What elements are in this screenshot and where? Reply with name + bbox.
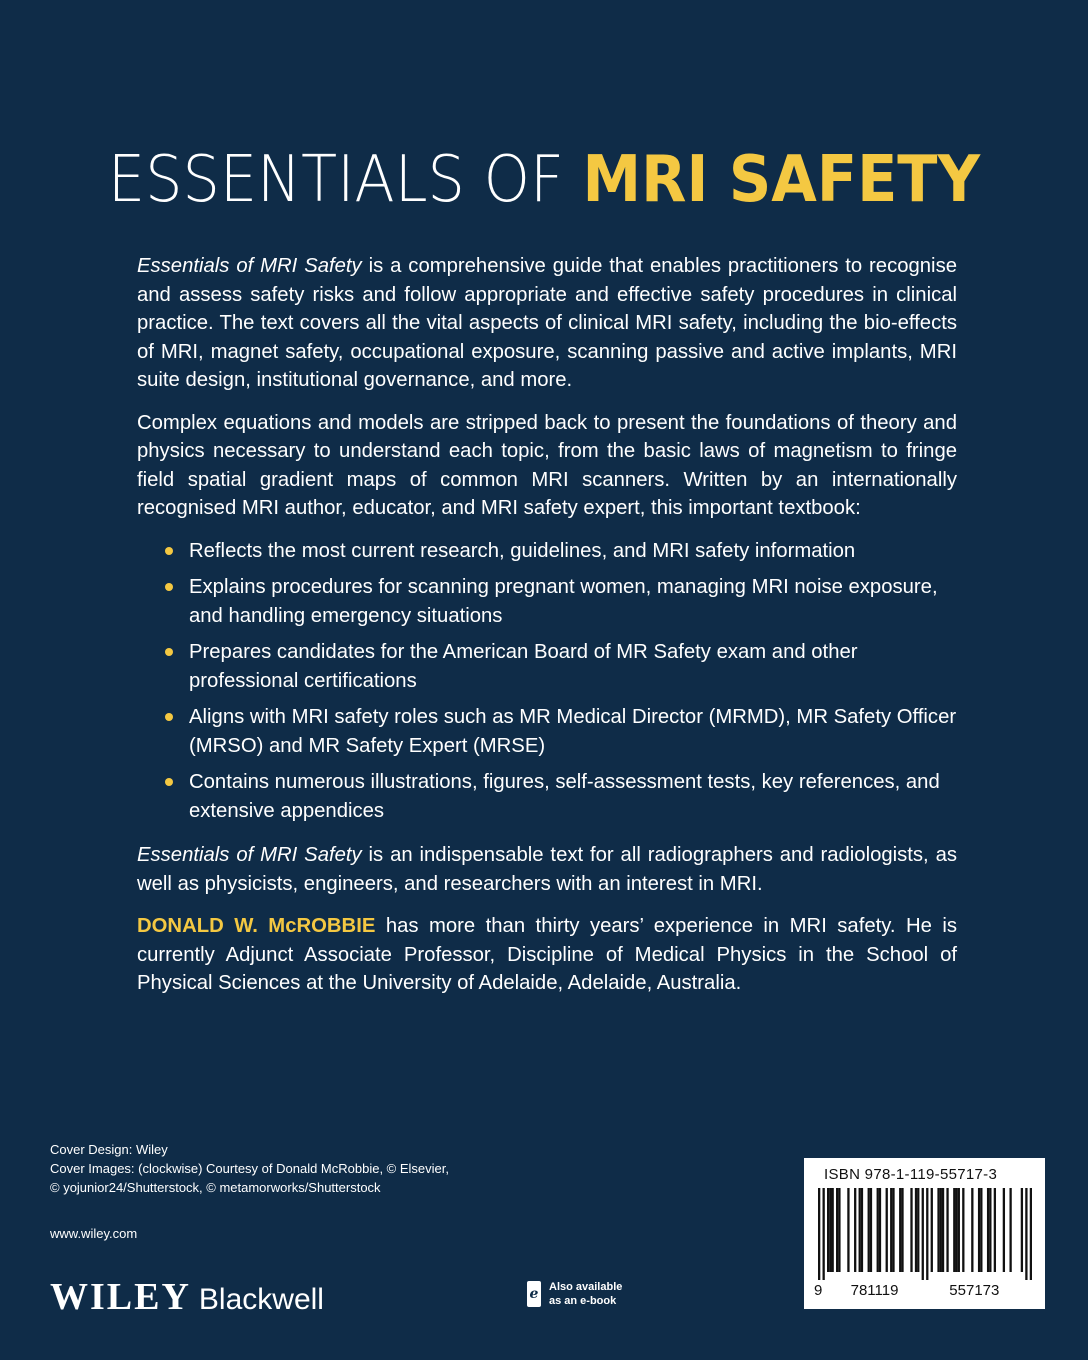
- barcode-digit-right: 557173: [949, 1282, 1000, 1299]
- barcode-bar: [818, 1188, 820, 1280]
- barcode-bar: [987, 1188, 989, 1272]
- title-accent: MRI SAFETY: [582, 143, 981, 217]
- author-bio: [137, 912, 957, 998]
- wiley-wordmark: WILEY: [50, 1276, 191, 1318]
- barcode-bar: [937, 1188, 939, 1272]
- isbn-label: ISBN 978-1-119-55717-3: [824, 1166, 998, 1183]
- barcode-bar: [854, 1188, 856, 1272]
- list-item: Contains numerous illustrations, figures, self-assessment tests, key references, and extensive appendices: [137, 768, 957, 825]
- barcode-bar: [877, 1188, 879, 1272]
- barcode-bar: [861, 1188, 863, 1272]
- barcode-bar: [1030, 1188, 1032, 1280]
- barcode-bar: [838, 1188, 840, 1272]
- barcode-bar: [940, 1188, 942, 1272]
- ebook-line-2: as an e-book: [549, 1295, 617, 1307]
- barcode-bar: [989, 1188, 991, 1272]
- barcode-bar: [926, 1188, 928, 1280]
- website-link: www.wiley.com: [50, 1226, 138, 1241]
- barcode-bar: [955, 1188, 957, 1272]
- author-bio-text: has more than thirty years’ experience in MRI safety. He is currently Adjunct Associate Professor, Discipline of Medical Physics in the School of Physical Sciences at the University of Adelaide, Adelaide, Australia.: [137, 915, 958, 994]
- book-title: [44, 143, 1045, 217]
- barcode-bar: [827, 1188, 829, 1272]
- barcode-bar: [829, 1188, 831, 1272]
- barcode-bar: [899, 1188, 901, 1272]
- barcode-bar: [971, 1188, 973, 1272]
- barcode-bar: [931, 1188, 933, 1272]
- barcode-bar: [890, 1188, 892, 1272]
- barcode-bar: [879, 1188, 881, 1272]
- barcode-bar: [823, 1188, 825, 1280]
- list-item: Aligns with MRI safety roles such as MR Medical Director (MRMD), MR Safety Officer (MRSO) and MR Safety Expert (MRSE): [137, 703, 957, 760]
- barcode-bar: [980, 1188, 982, 1272]
- title-plain: ESSENTIALS OF: [107, 143, 583, 217]
- list-item: Reflects the most current research, guidelines, and MRI safety information: [137, 537, 957, 566]
- cover-design-credit: Cover Design: Wiley: [50, 1142, 168, 1157]
- barcode-bar: [870, 1188, 872, 1272]
- barcode-bar: [994, 1188, 996, 1272]
- barcode-bar: [917, 1188, 919, 1272]
- ebook-text: [549, 1280, 622, 1308]
- ebook-icon: e: [527, 1281, 541, 1307]
- feature-list: [137, 537, 957, 826]
- closing-paragraph: [137, 841, 957, 898]
- barcode-bar: [922, 1188, 924, 1280]
- intro-book-title: Essentials of MRI Safety: [137, 255, 362, 277]
- barcode-digit-prefix: 9: [814, 1282, 823, 1299]
- barcode-bar: [886, 1188, 888, 1272]
- closing-text: is an indispensable text for all radiographers and radiologists, as well as physicists, engineers, and researchers with an interest in MRI.: [137, 844, 957, 895]
- barcode-box: [804, 1158, 1045, 1309]
- barcode-digit-left: 781119: [850, 1282, 899, 1299]
- description-block: [137, 252, 957, 1012]
- barcode-bar: [1009, 1188, 1011, 1272]
- barcode-bar: [1003, 1188, 1005, 1272]
- list-item: Explains procedures for scanning pregnant women, managing MRI noise exposure, and handling emergency situations: [137, 573, 957, 630]
- barcode-bar: [978, 1188, 980, 1272]
- barcode-bar: [847, 1188, 849, 1272]
- barcode-bar: [910, 1188, 912, 1272]
- barcode-bar: [962, 1188, 964, 1272]
- cover-images-credit-1: Cover Images: (clockwise) Courtesy of Donald McRobbie, © Elsevier,: [50, 1161, 450, 1176]
- closing-book-title: Essentials of MRI Safety: [137, 844, 362, 866]
- barcode-bar: [868, 1188, 870, 1272]
- author-name: DONALD W. McROBBIE: [137, 915, 376, 937]
- paragraph-2: Complex equations and models are stripped back to present the foundations of theory and physics necessary to understand each topic, from the basic laws of magnetism to fringe field spatial gradient maps of common MRI scanners. Written by an internationally recognised MRI author, educator, and MRI safety expert, this important textbook:: [137, 411, 957, 519]
- publisher-logo: [50, 1275, 324, 1319]
- barcode-digits: [814, 1282, 1036, 1299]
- barcode-bar: [942, 1188, 944, 1272]
- intro-paragraph: [137, 252, 957, 395]
- list-item: Prepares candidates for the American Board of MR Safety exam and other professional certifications: [137, 638, 957, 695]
- barcode-bar: [946, 1188, 948, 1272]
- barcode-bar: [953, 1188, 955, 1272]
- barcode-bar: [901, 1188, 903, 1272]
- intro-text: is a comprehensive guide that enables practitioners to recognise and assess safety risks and follow appropriate and effective safety procedures in clinical practice. The text covers all the vital aspects of clinical MRI safety, including the bio-effects of MRI, magnet safety, occupational exposure, scanning passive and active implants, MRI suite design, institutional governance, and more.: [137, 255, 957, 391]
- barcode-bar: [958, 1188, 960, 1272]
- barcode-bar: [832, 1188, 834, 1272]
- cover-images-credit-2: © yojunior24/Shutterstock, © metamorworks/Shutterstock: [50, 1180, 381, 1195]
- ebook-badge: [527, 1280, 622, 1308]
- barcode-bar: [915, 1188, 917, 1272]
- ebook-line-1: Also available: [549, 1281, 623, 1293]
- barcode-bar: [1021, 1188, 1023, 1272]
- barcode-bar: [1025, 1188, 1027, 1280]
- cover-credits: [50, 1140, 449, 1197]
- barcode-bar: [836, 1188, 838, 1272]
- barcode-bar: [859, 1188, 861, 1272]
- barcode-bar: [892, 1188, 894, 1272]
- blackwell-wordmark: Blackwell: [198, 1283, 324, 1316]
- barcode-bars: [818, 1188, 1032, 1280]
